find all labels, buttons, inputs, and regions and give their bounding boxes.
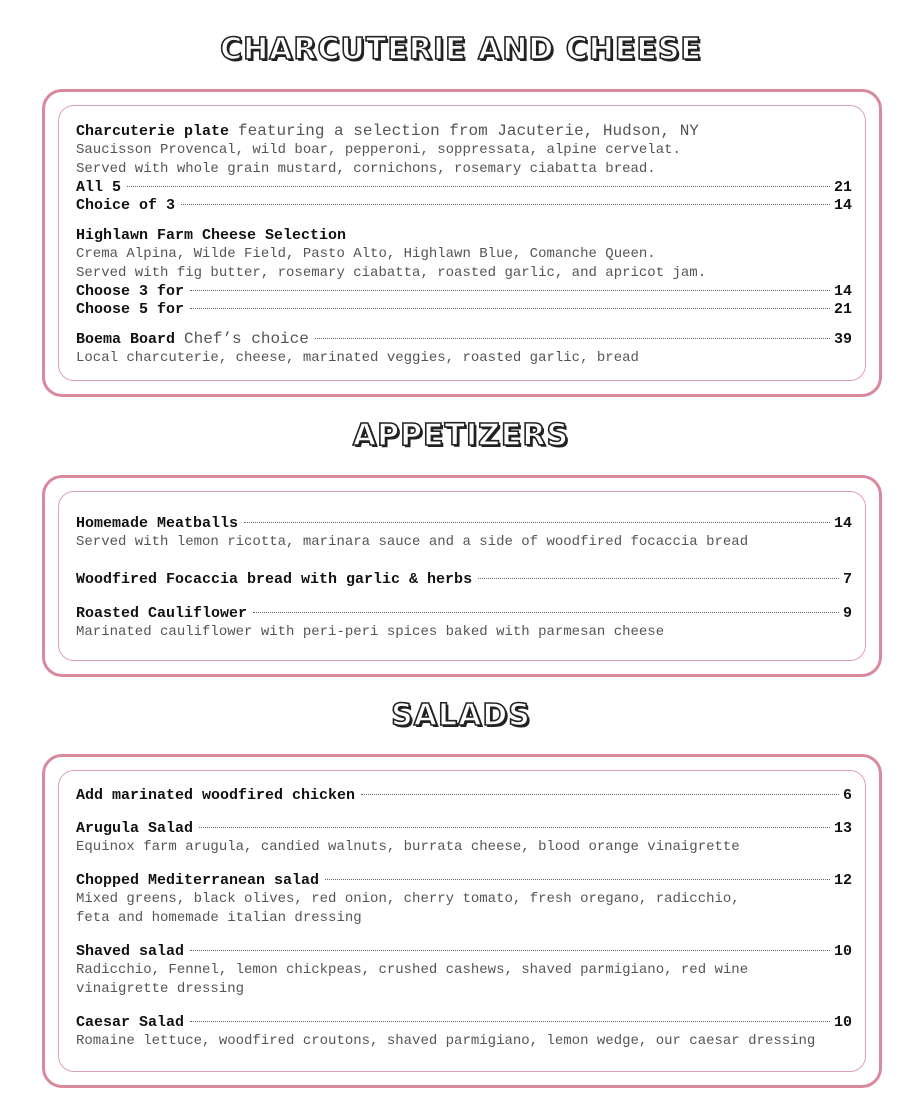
dot-leader bbox=[253, 612, 839, 613]
item-description: Radicchio, Fennel, lemon chickpeas, crushed cashews, shaved parmigiano, red wine bbox=[76, 962, 749, 978]
dot-leader bbox=[190, 1021, 830, 1022]
dot-leader bbox=[478, 578, 839, 579]
price-option bbox=[76, 301, 852, 319]
item-description: Romaine lettuce, woodfired croutons, shaved parmigiano, lemon wedge, our caesar dressing bbox=[76, 1033, 816, 1049]
menu-item bbox=[76, 570, 852, 589]
item-price: 14 bbox=[833, 515, 852, 532]
item-name: Chopped Mediterranean salad bbox=[76, 872, 320, 889]
appetizers-menu bbox=[76, 514, 852, 642]
item-description: feta and homemade italian dressing bbox=[76, 910, 362, 926]
item-price: 14 bbox=[833, 197, 852, 214]
item-description: Served with lemon ricotta, marinara sauce and a side of woodfired focaccia bread bbox=[76, 534, 749, 550]
item-price: 10 bbox=[833, 1014, 852, 1031]
dot-leader bbox=[199, 827, 830, 828]
option-label: Choose 3 for bbox=[76, 283, 185, 300]
item-name: Roasted Cauliflower bbox=[76, 605, 248, 622]
cheese-selection-item bbox=[76, 226, 852, 245]
item-price: 21 bbox=[833, 301, 852, 318]
item-name: Caesar Salad bbox=[76, 1014, 185, 1031]
item-name: Boema Board bbox=[76, 331, 176, 348]
item-description: Saucisson Provencal, wild boar, pepperoni, soppressata, alpine cervelat. bbox=[76, 142, 681, 158]
price-option bbox=[76, 179, 852, 197]
item-price: 14 bbox=[833, 283, 852, 300]
item-name: Woodfired Focaccia bread with garlic & herbs bbox=[76, 571, 473, 588]
item-name: Highlawn Farm Cheese Selection bbox=[76, 227, 347, 244]
price-option bbox=[76, 283, 852, 301]
menu-item bbox=[76, 942, 852, 961]
menu-item bbox=[76, 871, 852, 890]
item-price: 6 bbox=[842, 787, 852, 804]
dot-leader bbox=[190, 950, 830, 951]
item-name: Charcuterie plate bbox=[76, 123, 230, 140]
item-description: Marinated cauliflower with peri-peri spices baked with parmesan cheese bbox=[76, 624, 665, 640]
option-label: Choice of 3 bbox=[76, 197, 176, 214]
item-description: Mixed greens, black olives, red onion, cherry tomato, fresh oregano, radicchio, bbox=[76, 891, 740, 907]
item-name: Shaved salad bbox=[76, 943, 185, 960]
dot-leader bbox=[190, 308, 830, 309]
item-description: Served with fig butter, rosemary ciabatta, roasted garlic, and apricot jam. bbox=[76, 265, 707, 281]
menu-item bbox=[76, 786, 852, 805]
item-description: vinaigrette dressing bbox=[76, 981, 245, 997]
menu-item bbox=[76, 819, 852, 838]
menu-item bbox=[76, 1013, 852, 1032]
item-price: 39 bbox=[833, 331, 852, 348]
price-option bbox=[76, 197, 852, 215]
charcuterie-plate-item bbox=[76, 122, 852, 141]
item-price: 7 bbox=[842, 571, 852, 588]
option-label: Choose 5 for bbox=[76, 301, 185, 318]
salads-menu bbox=[76, 786, 852, 1051]
item-name: Arugula Salad bbox=[76, 820, 194, 837]
section-title-salads: SALADS bbox=[391, 698, 531, 733]
dot-leader bbox=[244, 522, 830, 523]
charcuterie-menu bbox=[76, 122, 852, 368]
item-price: 13 bbox=[833, 820, 852, 837]
option-label: All 5 bbox=[76, 179, 122, 196]
item-name: Homemade Meatballs bbox=[76, 515, 239, 532]
item-name: Add marinated woodfired chicken bbox=[76, 787, 356, 804]
dot-leader bbox=[325, 879, 830, 880]
dot-leader bbox=[315, 338, 830, 339]
item-description: Crema Alpina, Wilde Field, Pasto Alto, Highlawn Blue, Comanche Queen. bbox=[76, 246, 656, 262]
boema-board-item bbox=[76, 330, 852, 349]
item-description: Local charcuterie, cheese, marinated veggies, roasted garlic, bread bbox=[76, 350, 639, 366]
dot-leader bbox=[127, 186, 830, 187]
item-subtitle: featuring a selection from Jacuterie, Hudson, NY bbox=[238, 122, 699, 140]
item-price: 12 bbox=[833, 872, 852, 889]
item-price: 10 bbox=[833, 943, 852, 960]
menu-item bbox=[76, 514, 852, 533]
dot-leader bbox=[181, 204, 830, 205]
dot-leader bbox=[190, 290, 830, 291]
section-title-appetizers: APPETIZERS bbox=[352, 418, 570, 453]
item-price: 9 bbox=[842, 605, 852, 622]
item-description: Served with whole grain mustard, cornichons, rosemary ciabatta bread. bbox=[76, 161, 656, 177]
section-title-charcuterie: CHARCUTERIE AND CHEESE bbox=[220, 32, 702, 67]
dot-leader bbox=[361, 794, 839, 795]
item-price: 21 bbox=[833, 179, 852, 196]
item-subtitle: Chef’s choice bbox=[184, 330, 309, 348]
menu-item bbox=[76, 604, 852, 623]
item-description: Equinox farm arugula, candied walnuts, burrata cheese, blood orange vinaigrette bbox=[76, 839, 740, 855]
